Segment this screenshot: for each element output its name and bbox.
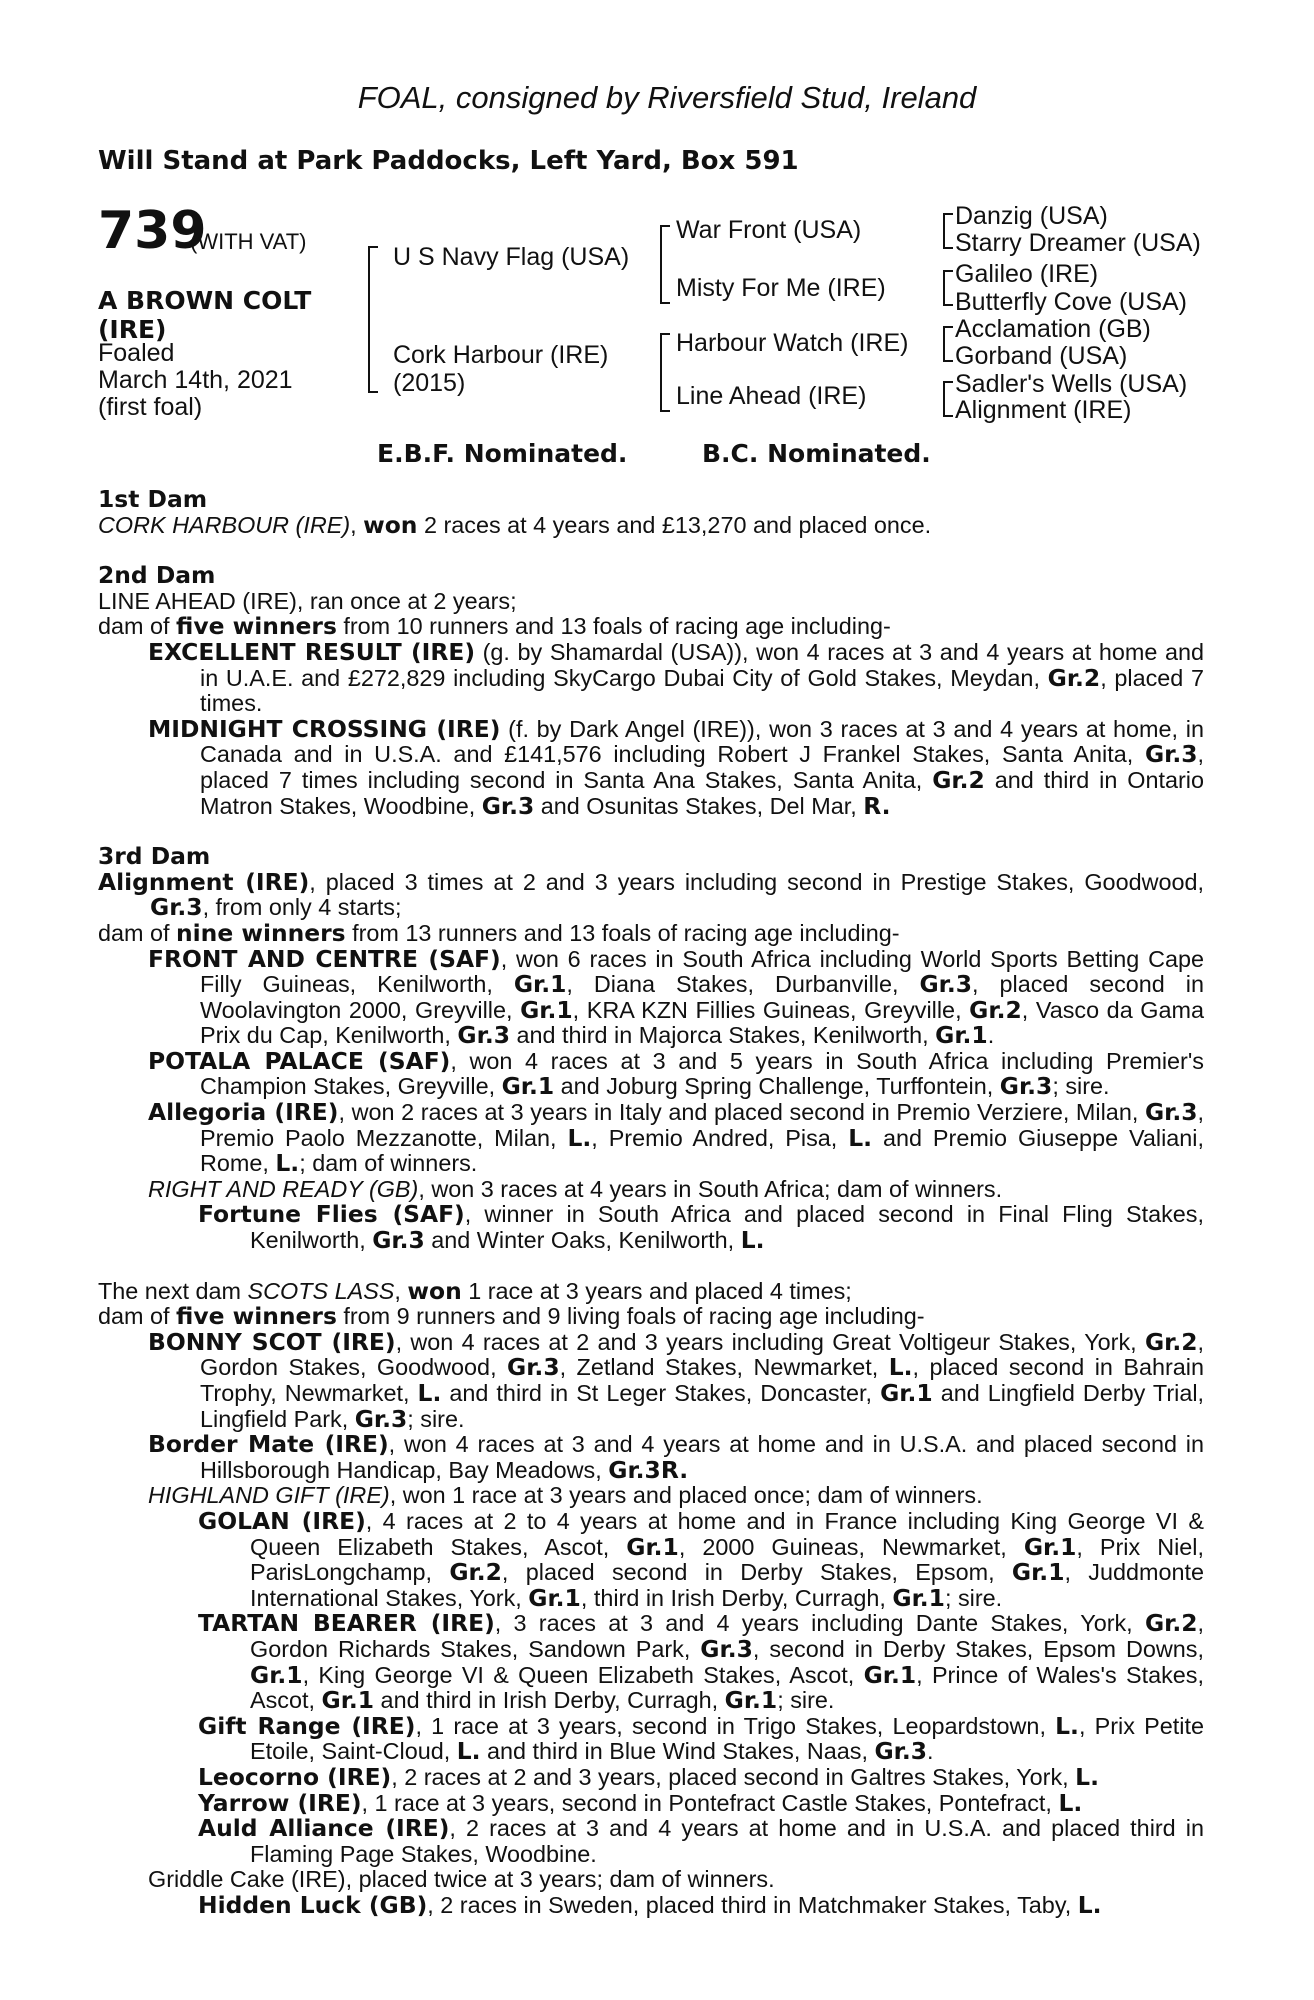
- horse-name: Border Mate (IRE): [148, 1430, 389, 1459]
- text: ; dam of winners.: [299, 1150, 478, 1177]
- text: (f. by Dark Angel (IRE)), won 3 races at 3 and 4 years at home, in Canada and in U.S.A. and £141,576 including Robert J Frankel Stakes, Santa Anita,: [200, 715, 1204, 768]
- sire-brace: [660, 225, 670, 304]
- grade: Gr.3: [507, 1353, 560, 1382]
- text: , 3 races at 3 and 4 years including Dante Stakes, York,: [494, 1610, 1145, 1637]
- horse-name: EXCELLENT RESULT (IRE): [148, 637, 476, 666]
- grade: Gr.3: [700, 1634, 753, 1663]
- text: , King George VI & Queen Elizabeth Stakes, Ascot,: [302, 1661, 864, 1688]
- horse-name: Yarrow (IRE): [198, 1788, 362, 1817]
- sire-dam-brace: [368, 246, 378, 393]
- produce-entry: [98, 1177, 1204, 1203]
- ggsire-2: Galileo (IRE): [955, 260, 1099, 288]
- text: , Premio Paolo Mezzanotte, Milan,: [200, 1099, 1204, 1151]
- text: and Joburg Spring Challenge, Turffontein,: [554, 1073, 1000, 1100]
- horse-name: SCOTS LASS: [247, 1277, 395, 1304]
- grade: Gr.3: [150, 893, 203, 922]
- horse-name: GOLAN (IRE): [198, 1506, 366, 1535]
- grade: L.: [1058, 1788, 1083, 1817]
- grade: Gr.1: [1023, 1532, 1077, 1561]
- grade: L.: [456, 1737, 481, 1766]
- text: and Osunitas Stakes, Del Mar,: [534, 792, 864, 819]
- foal-note: (first foal): [98, 393, 203, 421]
- produce-entry: [98, 1506, 1205, 1612]
- ggdam-3: Gorband (USA): [955, 342, 1128, 370]
- dam-record: 2 races at 4 years and £13,270 and placed once.: [417, 511, 932, 538]
- ebf-nominated: E.B.F. Nominated.: [377, 439, 628, 468]
- text: , KRA KZN Fillies Guineas, Greyville,: [572, 996, 970, 1023]
- produce-entry: [98, 1483, 1204, 1509]
- foaled-info: [98, 340, 293, 421]
- grade: Gr.3: [481, 791, 535, 820]
- produce-entry: [98, 1046, 1205, 1101]
- grade: Gr.1: [528, 1583, 581, 1612]
- ggsire-1: Danzig (USA): [955, 202, 1108, 230]
- horse-name: Allegoria (IRE): [148, 1098, 339, 1127]
- text: and third in Irish Derby, Curragh,: [374, 1687, 725, 1714]
- produce-entry: [98, 1100, 1204, 1177]
- horse-name: RIGHT AND READY (GB): [148, 1175, 419, 1202]
- text: The next dam: [98, 1277, 248, 1304]
- stand-location: Will Stand at Park Paddocks, Left Yard, Box 591: [98, 146, 799, 176]
- text: and third in Ontario Matron Stakes, Woodbine,: [200, 766, 1204, 819]
- text: from 9 runners and 9 living foals of racing age including-: [336, 1303, 925, 1330]
- produce-entry: [98, 1327, 1205, 1433]
- grade: L.: [567, 1123, 592, 1152]
- ggdam-2: Butterfly Cove (USA): [955, 288, 1188, 316]
- grade: Gr.3: [874, 1737, 928, 1766]
- text: , won 4 races at 3 and 4 years at home and in U.S.A. and placed second in Hillsborough Handicap, Bay Meadows,: [200, 1431, 1205, 1483]
- grade: L.: [1055, 1711, 1079, 1740]
- text: , Juddmonte International Stakes, York,: [250, 1559, 1205, 1611]
- horse-description: [98, 286, 311, 344]
- sire-dam: Misty For Me (IRE): [676, 274, 886, 302]
- text: , 2 races at 3 and 4 years at home and in U.S.A. and placed third in Flaming Page Stakes, Woodbine.: [250, 1815, 1204, 1867]
- grade: Gr.2: [1144, 1327, 1198, 1356]
- produce-entry: [98, 1611, 1204, 1713]
- g3-brace: [943, 326, 953, 362]
- colt-origin: (IRE): [98, 315, 167, 344]
- produce-entry: [98, 1816, 1204, 1867]
- foaled-date: March 14th, 2021: [98, 366, 293, 394]
- horse-name: Fortune Flies (SAF): [198, 1200, 465, 1229]
- horse-name: POTALA PALACE (SAF): [148, 1046, 451, 1075]
- text: .: [927, 1738, 934, 1765]
- text: , Diana Stakes, Durbanville,: [566, 971, 920, 998]
- third-dam-entry: [98, 867, 1204, 922]
- dam-name: CORK HARBOUR (IRE): [98, 511, 351, 538]
- horse-name: Gift Range (IRE): [198, 1711, 416, 1740]
- text: , Prince of Wales's Stakes, Ascot,: [250, 1661, 1204, 1714]
- first-dam-entry: CORK HARBOUR (IRE), won 2 races at 4 years and £13,270 and placed once.: [98, 510, 932, 539]
- produce-entry: [98, 944, 1205, 1050]
- grade: Gr.3: [354, 1404, 408, 1433]
- text: , placed 3 times at 2 and 3 years including second in Prestige Stakes, Goodwood,: [309, 868, 1204, 895]
- grade: Gr.1: [501, 1072, 555, 1101]
- next-dam-entry: [98, 1276, 1204, 1305]
- produce-entry: [98, 1202, 1204, 1253]
- text: , from only 4 starts;: [202, 894, 402, 921]
- text: , won 2 races at 3 years in Italy and placed second in Premio Verziere, Milan,: [338, 1099, 1145, 1126]
- text: , 4 races at 2 to 4 years at home and in France including King George VI & Queen Elizabeth Stakes, Ascot,: [250, 1507, 1204, 1560]
- horse-name: MIDNIGHT CROSSING (IRE): [148, 714, 501, 743]
- text: , Zetland Stakes, Newmarket,: [559, 1354, 889, 1381]
- text: , Prix Petite Etoile, Saint-Cloud,: [250, 1712, 1204, 1765]
- grade: Gr.1: [880, 1379, 933, 1407]
- text: and third in Blue Wind Stakes, Naas,: [480, 1738, 875, 1765]
- produce-entry: [98, 1788, 1204, 1817]
- text: dam of: [98, 1303, 177, 1330]
- text: , won 3 races at 4 years in South Africa; dam of winners.: [418, 1175, 1003, 1202]
- dam-sire: Harbour Watch (IRE): [676, 329, 909, 357]
- grade: Gr.2: [449, 1558, 502, 1587]
- text: and Winter Oaks, Kenilworth,: [424, 1227, 741, 1254]
- grade: L.: [1075, 1762, 1099, 1791]
- first-dam-heading: 1st Dam: [98, 485, 208, 513]
- grade: Gr.3: [1144, 740, 1198, 769]
- text: and Lingfield Derby Trial, Lingfield Park,: [200, 1380, 1205, 1432]
- dam-dam: Line Ahead (IRE): [676, 382, 867, 410]
- text: , won 4 races at 3 and 5 years in South Africa including Premier's Champion Stakes, Greyville,: [200, 1047, 1205, 1100]
- ggsire-3: Acclamation (GB): [955, 315, 1151, 343]
- vat-note: (WITH VAT): [190, 229, 307, 254]
- grade: L.: [275, 1149, 300, 1178]
- text: , 1 race at 3 years, second in Pontefract Castle Stakes, Pontefract,: [361, 1789, 1059, 1816]
- grade: Gr.1: [863, 1660, 917, 1689]
- text: dam of: [98, 613, 177, 640]
- produce-entry: [98, 1762, 1204, 1791]
- grade: Gr.3: [457, 1021, 510, 1050]
- grade: Gr.3: [1144, 1098, 1198, 1127]
- text: ; sire.: [1052, 1073, 1110, 1100]
- ggsire-4: Sadler's Wells (USA): [955, 370, 1188, 398]
- grade: L.: [848, 1123, 873, 1152]
- text: , Vasco da Gama Prix du Cap, Kenilworth,: [200, 996, 1204, 1049]
- third-dam-heading: 3rd Dam: [98, 842, 211, 871]
- produce-entry: [98, 714, 1204, 820]
- grade: Gr.1: [520, 995, 573, 1024]
- grade: Gr.1: [724, 1686, 778, 1715]
- second-dam-produce: [98, 614, 1204, 640]
- grade: Gr.1: [892, 1583, 945, 1612]
- text: , placed second in Woolavington 2000, Greyville,: [200, 971, 1205, 1023]
- text: , won 6 races in South Africa including World Sports Betting Cape Filly Guineas, Kenilworth,: [200, 945, 1205, 998]
- text: , won 1 race at 3 years and placed once; dam of winners.: [389, 1482, 983, 1509]
- text: ; sire.: [777, 1687, 835, 1714]
- dam-brace: [660, 333, 670, 412]
- g4-brace: [943, 381, 953, 417]
- grade: Gr.1: [935, 1021, 988, 1050]
- grade: Gr.2: [1144, 1609, 1198, 1638]
- horse-name: Alignment (IRE): [98, 867, 310, 896]
- next-dam-produce: [98, 1304, 1204, 1330]
- text: , third in Irish Derby, Curragh,: [580, 1584, 893, 1611]
- text: , winner in South Africa and placed second in Final Fling Stakes, Kenilworth,: [250, 1201, 1204, 1254]
- text: and third in St Leger Stakes, Doncaster,: [441, 1380, 881, 1406]
- text: and third in Majorca Stakes, Kenilworth,: [509, 1022, 936, 1049]
- colt-line: A BROWN COLT: [98, 286, 312, 315]
- produce-entry: [98, 1432, 1204, 1483]
- produce-entry: [98, 1711, 1204, 1766]
- text: , 2 races in Sweden, placed third in Matchmaker Stakes, Taby,: [427, 1891, 1078, 1918]
- produce-entry: Griddle Cake (IRE), placed twice at 3 years; dam of winners.: [148, 1866, 775, 1893]
- lot-number: 739: [98, 201, 207, 261]
- won-label: won: [407, 1276, 462, 1305]
- text: , second in Derby Stakes, Epsom Downs,: [752, 1635, 1204, 1662]
- text: , placed 7 times including second in Santa Ana Stakes, Santa Anita,: [200, 741, 1204, 793]
- text: , placed 7 times.: [200, 664, 1204, 717]
- grade: Gr.3: [372, 1226, 425, 1255]
- grade: Gr.1: [250, 1660, 303, 1689]
- text: , placed second in Derby Stakes, Epsom,: [501, 1559, 1012, 1586]
- second-dam-heading: 2nd Dam: [98, 561, 216, 590]
- grade: R.: [863, 791, 891, 820]
- third-dam-produce: [98, 918, 1204, 947]
- grade: Gr.1: [626, 1532, 679, 1561]
- grade: Gr.3R.: [608, 1455, 689, 1484]
- sire-name: U S Navy Flag (USA): [393, 243, 630, 271]
- grade: L.: [1077, 1890, 1102, 1919]
- text: , Gordon Richards Stakes, Sandown Park,: [250, 1610, 1204, 1662]
- horse-name: HIGHLAND GIFT (IRE): [148, 1482, 390, 1509]
- horse-name: Leocorno (IRE): [198, 1762, 392, 1791]
- dam-name: Cork Harbour (IRE): [393, 341, 609, 369]
- grade: Gr.2: [932, 765, 985, 794]
- produce-entry: [98, 1890, 1204, 1919]
- text: , Premio Andred, Pisa,: [591, 1124, 849, 1151]
- text: ; sire.: [944, 1584, 1003, 1611]
- page-title: FOAL, consigned by Riversfield Stud, Ireland: [357, 80, 977, 115]
- text: ; sire.: [407, 1405, 465, 1432]
- grade: Gr.1: [1011, 1558, 1065, 1587]
- bc-nominated: B.C. Nominated.: [702, 439, 931, 468]
- g2-brace: [943, 270, 953, 306]
- grade: Gr.2: [969, 995, 1022, 1024]
- horse-name: BONNY SCOT (IRE): [148, 1327, 396, 1356]
- winners-count: five winners: [176, 612, 337, 641]
- text: (g. by Shamardal (USA)), won 4 races at 3 and 4 years at home and in U.A.E. and £272,829 including SkyCargo Dubai City of Gold Stakes, Meydan,: [200, 638, 1205, 691]
- winners-count: five winners: [176, 1302, 337, 1331]
- text: dam of: [98, 919, 177, 946]
- text: , 1 race at 3 years, second in Trigo Stakes, Leopardstown,: [415, 1712, 1056, 1739]
- ggdam-4: Alignment (IRE): [955, 396, 1132, 424]
- grade: L.: [740, 1226, 765, 1255]
- second-dam-line: LINE AHEAD (IRE), ran once at 2 years;: [98, 587, 517, 614]
- text: , Prix Niel, ParisLongchamp,: [250, 1533, 1204, 1586]
- winners-count: nine winners: [176, 918, 346, 947]
- text: from 13 runners and 13 foals of racing age including-: [345, 919, 900, 946]
- text: , won 4 races at 2 and 3 years including Great Voltigeur Stakes, York,: [395, 1328, 1145, 1355]
- foaled-label: Foaled: [98, 339, 175, 367]
- text: , placed second in Bahrain Trophy, Newmarket,: [200, 1354, 1204, 1406]
- text: from 10 runners and 13 foals of racing age including-: [336, 613, 891, 640]
- dam-year: (2015): [393, 369, 466, 397]
- horse-name: FRONT AND CENTRE (SAF): [148, 944, 501, 973]
- won-label: won: [363, 510, 418, 539]
- sire-sire: War Front (USA): [676, 216, 862, 244]
- grade: L.: [888, 1353, 913, 1382]
- grade: Gr.1: [321, 1686, 375, 1715]
- grade: Gr.3: [999, 1072, 1053, 1101]
- text: , 2000 Guineas, Newmarket,: [678, 1533, 1024, 1560]
- grade: L.: [417, 1379, 442, 1407]
- horse-name: Hidden Luck (GB): [198, 1890, 428, 1919]
- horse-name: Auld Alliance (IRE): [198, 1814, 450, 1843]
- produce-entry: [98, 637, 1205, 717]
- g1-brace: [943, 213, 953, 249]
- text: ,: [394, 1277, 408, 1304]
- grade: Gr.2: [1047, 663, 1101, 692]
- text: , 2 races at 2 and 3 years, placed second in Galtres Stakes, York,: [391, 1763, 1076, 1790]
- text: , Gordon Stakes, Goodwood,: [200, 1328, 1205, 1381]
- grade: Gr.1: [513, 970, 567, 999]
- text: .: [987, 1022, 995, 1049]
- ggdam-1: Starry Dreamer (USA): [955, 229, 1201, 257]
- horse-name: TARTAN BEARER (IRE): [198, 1609, 495, 1638]
- grade: Gr.3: [919, 970, 973, 999]
- text: 1 race at 3 years and placed 4 times;: [461, 1277, 852, 1304]
- text: and Premio Giuseppe Valiani, Rome,: [200, 1124, 1204, 1177]
- catalogue-body: [98, 487, 1204, 1918]
